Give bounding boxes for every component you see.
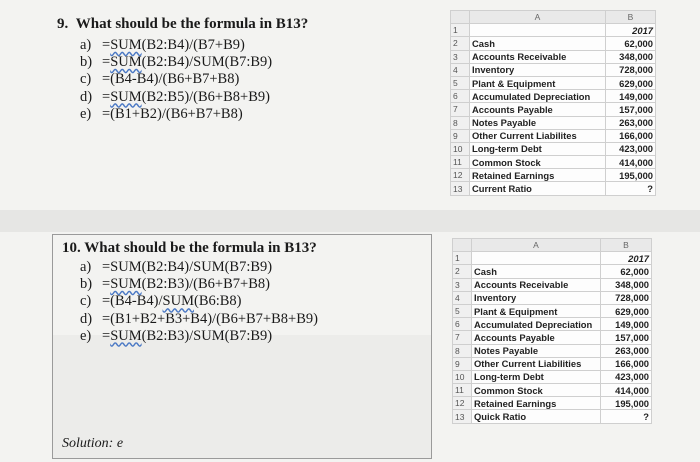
value-cell[interactable]: 423,000 [606,142,656,155]
option-b [80,276,270,293]
row-number[interactable]: 2 [453,265,472,278]
formula-function: SUM [162,293,194,310]
label-cell[interactable]: Cash [472,265,601,278]
value-cell[interactable]: ? [606,182,656,195]
table-row [453,318,652,331]
divider [0,210,700,232]
label-cell[interactable]: Cash [470,37,606,50]
label-cell[interactable]: Common Stock [470,156,606,169]
table-row [451,169,656,182]
row-number[interactable]: 13 [451,182,470,195]
table-row [453,370,652,383]
value-cell[interactable]: 2017 [601,252,652,265]
row-number[interactable]: 1 [453,252,472,265]
label-cell[interactable]: Other Current Liabilites [470,129,606,142]
label-cell[interactable]: Accumulated Depreciation [472,318,601,331]
value-cell[interactable]: 629,000 [606,76,656,89]
formula-text: = [102,276,111,293]
label-cell[interactable]: Accumulated Depreciation [470,90,606,103]
label-cell[interactable] [470,24,606,37]
column-header-row [451,11,656,24]
label-cell[interactable]: Retained Earnings [472,397,601,410]
formula-text: =SUM(B2:B4)/SUM(B7:B9) [102,259,273,275]
row-number[interactable]: 9 [453,357,472,370]
option-a [80,259,272,276]
formula-text: (B2:B4)/SUM(B7:B9) [141,54,273,71]
row-number[interactable]: 13 [453,410,472,423]
row-number[interactable]: 2 [451,37,470,50]
value-cell[interactable]: 62,000 [601,265,652,278]
table-row [451,156,656,169]
value-cell[interactable]: 149,000 [606,90,656,103]
value-cell[interactable]: 348,000 [601,278,652,291]
label-cell[interactable]: Plant & Equipment [472,304,601,317]
table-row [451,116,656,129]
option-letter: c) [80,293,92,310]
row-number[interactable]: 7 [451,103,470,116]
label-cell[interactable]: Other Current Liabilities [472,357,601,370]
label-cell[interactable]: Inventory [472,291,601,304]
formula-text: =(B4-B4)/(B6+B7+B8) [102,71,240,88]
row-number[interactable]: 4 [453,291,472,304]
table-row [451,182,656,195]
table-row [453,397,652,410]
label-cell[interactable]: Notes Payable [472,344,601,357]
formula-function: SUM [110,54,142,71]
formula-text: (B2:B3)/(B6+B7+B8) [141,276,270,293]
option-d [80,89,270,106]
table-row [451,37,656,50]
label-cell[interactable]: Accounts Payable [472,331,601,344]
label-cell[interactable]: Current Ratio [470,182,606,195]
table-row [453,344,652,357]
value-cell[interactable]: 2017 [606,24,656,37]
option-letter: d) [80,88,93,105]
table-row [451,142,656,155]
table-row [453,252,652,265]
row-number[interactable]: 6 [451,90,470,103]
formula-text: = [102,54,111,71]
formula-function: SUM [110,276,142,293]
table-row [451,24,656,37]
formula-function: SUM [110,88,142,105]
label-cell[interactable]: Quick Ratio [472,410,601,423]
table-row [453,291,652,304]
value-cell[interactable]: 348,000 [606,50,656,63]
formula-text: =(B1+B2)/(B6+B7+B8) [102,105,243,122]
row-number[interactable]: 9 [451,129,470,142]
table-row [453,278,652,291]
option-letter: b) [80,276,93,293]
option-d [80,311,318,328]
formula-text: = [102,327,111,344]
label-cell[interactable]: Accounts Receivable [470,50,606,63]
formula-text: (B6:B8) [193,293,242,310]
option-a [80,37,245,54]
table-row [451,129,656,142]
label-cell[interactable]: Long-term Debt [470,142,606,155]
value-cell[interactable]: 166,000 [606,129,656,142]
value-cell[interactable]: 149,000 [601,318,652,331]
value-cell[interactable]: 414,000 [601,384,652,397]
value-cell[interactable]: 166,000 [601,357,652,370]
row-number[interactable]: 8 [453,344,472,357]
corner-cell[interactable] [451,11,470,24]
table-row [451,50,656,63]
spreadsheet-current-ratio [450,10,656,196]
formula-text: (B2:B3)/SUM(B7:B9) [141,327,273,344]
label-cell[interactable]: Plant & Equipment [470,76,606,89]
value-cell[interactable]: 62,000 [606,37,656,50]
column-header[interactable]: B [606,11,656,24]
column-header[interactable]: B [601,239,652,252]
table-row [451,63,656,76]
row-number[interactable]: 4 [451,63,470,76]
spreadsheet-quick-ratio [452,238,652,424]
option-b [80,54,272,71]
row-number[interactable]: 11 [453,384,472,397]
value-cell[interactable]: 423,000 [601,370,652,383]
row-number[interactable]: 3 [451,50,470,63]
option-letter: a) [80,37,92,53]
column-header[interactable]: A [472,239,601,252]
question-10-title: 10. What should be the formula in B13? [62,240,317,256]
formula-text: = [102,88,111,105]
formula-text: = [102,37,111,53]
row-number[interactable]: 1 [451,24,470,37]
value-cell[interactable]: ? [601,410,652,423]
row-number[interactable]: 12 [453,397,472,410]
label-cell[interactable]: Accounts Payable [470,103,606,116]
column-header[interactable]: A [470,11,606,24]
spreadsheet-table [452,238,652,424]
solution-text: Solution: e [62,436,124,451]
value-cell[interactable]: 157,000 [606,103,656,116]
table-row [453,304,652,317]
row-number[interactable]: 10 [453,370,472,383]
value-cell[interactable]: 157,000 [601,331,652,344]
option-letter: c) [80,71,92,88]
table-row [451,103,656,116]
value-cell[interactable]: 195,000 [601,397,652,410]
option-letter: e) [80,105,92,122]
table-row [453,265,652,278]
formula-text: =(B4-B4)/ [102,293,163,310]
formula-text: (B2:B4)/(B7+B9) [141,37,245,53]
option-e [80,106,243,123]
question-9-title: 9. What should be the formula in B13? [57,16,309,32]
row-number[interactable]: 3 [453,278,472,291]
row-number[interactable]: 8 [451,116,470,129]
row-number[interactable]: 7 [453,331,472,344]
spreadsheet-table [450,10,656,196]
table-row [453,384,652,397]
table-row [453,410,652,423]
row-number[interactable]: 5 [451,76,470,89]
row-number[interactable]: 11 [451,156,470,169]
option-letter: d) [80,310,93,327]
corner-cell[interactable] [453,239,472,252]
formula-text: (B2:B5)/(B6+B8+B9) [141,88,270,105]
value-cell[interactable]: 195,000 [606,169,656,182]
value-cell[interactable]: 263,000 [601,344,652,357]
formula-function: SUM [110,327,142,344]
table-row [451,90,656,103]
option-c [80,293,242,310]
table-row [453,357,652,370]
table-row [451,76,656,89]
row-number[interactable]: 10 [451,142,470,155]
label-cell[interactable]: Inventory [470,63,606,76]
option-c [80,71,239,88]
label-cell[interactable]: Notes Payable [470,116,606,129]
label-cell[interactable]: Common Stock [472,384,601,397]
value-cell[interactable]: 263,000 [606,116,656,129]
value-cell[interactable]: 728,000 [606,63,656,76]
label-cell[interactable]: Long-term Debt [472,370,601,383]
column-header-row [453,239,652,252]
option-letter: a) [80,259,92,275]
option-letter: b) [80,54,93,71]
value-cell[interactable]: 629,000 [601,304,652,317]
option-letter: e) [80,327,92,344]
row-number[interactable]: 6 [453,318,472,331]
table-row [453,331,652,344]
formula-text: =(B1+B2+B3+B4)/(B6+B7+B8+B9) [102,310,318,327]
value-cell[interactable]: 414,000 [606,156,656,169]
formula-function: SUM [110,37,142,53]
label-cell[interactable]: Accounts Receivable [472,278,601,291]
label-cell[interactable]: Retained Earnings [470,169,606,182]
option-e [80,328,272,345]
row-number[interactable]: 12 [451,169,470,182]
row-number[interactable]: 5 [453,304,472,317]
value-cell[interactable]: 728,000 [601,291,652,304]
label-cell[interactable] [472,252,601,265]
